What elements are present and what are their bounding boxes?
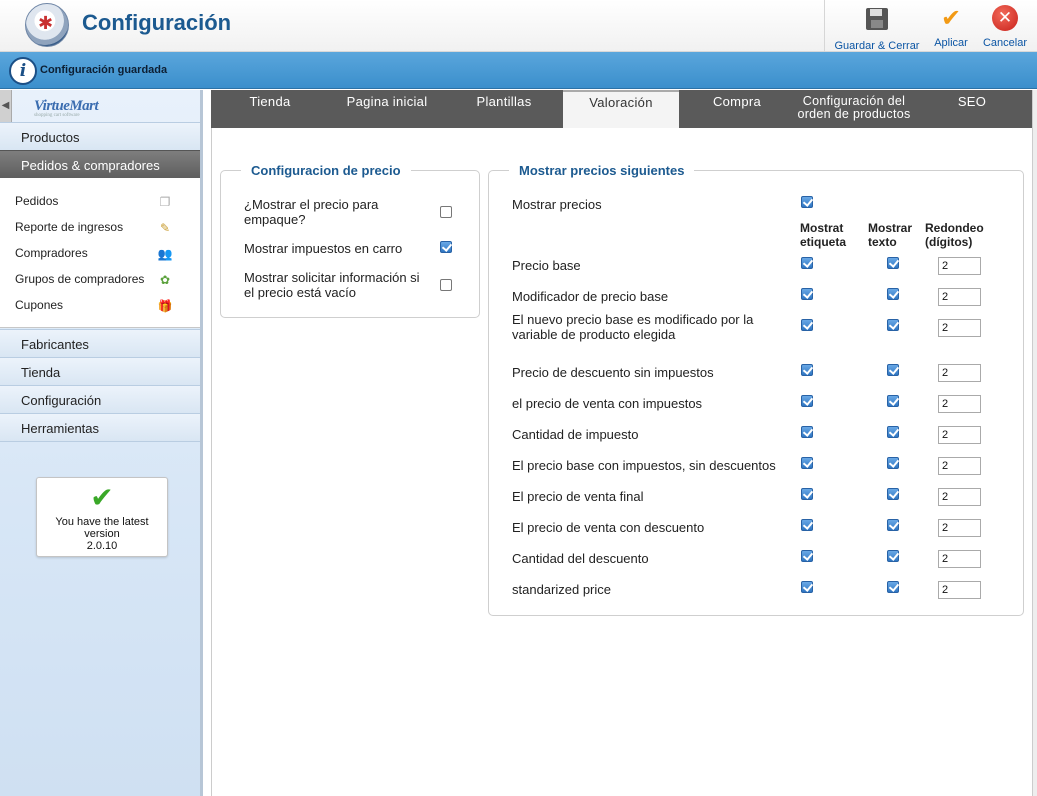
sidebar-item-label: Compradores — [15, 246, 88, 260]
virtuemart-logo-text: VirtueMart — [34, 98, 99, 114]
users-icon: 👥 — [157, 247, 173, 261]
rounding-digits-input[interactable] — [938, 519, 981, 537]
tab-configuracion-orden-productos[interactable]: Configuración del orden de productos — [797, 94, 911, 121]
show-text-checkbox[interactable] — [887, 257, 899, 269]
price-row-label: El precio base con impuestos, sin descuentos — [512, 458, 776, 473]
pencil-note-icon: ✎ — [159, 221, 171, 235]
show-text-checkbox[interactable] — [887, 288, 899, 300]
sidebar-section-configuracion[interactable]: Configuración — [0, 385, 200, 413]
show-prices-checkbox[interactable] — [801, 196, 813, 208]
config-tabs — [211, 90, 1032, 128]
rounding-digits-input[interactable] — [938, 457, 981, 475]
sidebar-item-label: Cupones — [15, 298, 64, 312]
price-row-label: El nuevo precio base es modificado por la variable de producto elegida — [512, 312, 754, 342]
virtuemart-logo — [34, 98, 98, 118]
show-label-checkbox[interactable] — [801, 457, 813, 469]
save-close-label: Guardar & Cerrar — [834, 40, 920, 52]
show-prices-label: Mostrar precios — [512, 197, 602, 212]
gift-icon: 🎁 — [157, 299, 173, 313]
sidebar-section-pedidos-compradores[interactable]: Pedidos & compradores — [0, 150, 200, 178]
sidebar-item-cupones[interactable] — [15, 298, 185, 318]
packaging-price-checkbox[interactable] — [440, 206, 452, 218]
rounding-digits-input[interactable] — [938, 257, 981, 275]
show-label-checkbox[interactable] — [801, 319, 813, 331]
packaging-price-label: ¿Mostrar el precio para empaque? — [244, 197, 379, 227]
show-label-checkbox[interactable] — [801, 364, 813, 376]
rounding-digits-input[interactable] — [938, 550, 981, 568]
show-text-checkbox[interactable] — [887, 550, 899, 562]
cancel-button[interactable] — [973, 0, 1037, 52]
rounding-digits-input[interactable] — [938, 319, 981, 337]
tab-valoracion[interactable]: Valoración — [563, 90, 679, 128]
price-row-label: Cantidad del descuento — [512, 551, 649, 566]
tab-compra[interactable]: Compra — [712, 94, 762, 109]
show-text-checkbox[interactable] — [887, 319, 899, 331]
show-prices-fieldset — [488, 163, 1024, 616]
column-header-show-label: Mostrat etiqueta — [800, 221, 847, 249]
show-label-checkbox[interactable] — [801, 257, 813, 269]
sidebar — [0, 90, 203, 796]
rounding-digits-input[interactable] — [938, 488, 981, 506]
sidebar-submenu — [0, 178, 200, 328]
show-text-checkbox[interactable] — [887, 581, 899, 593]
tab-pagina-inicial[interactable]: Pagina inicial — [346, 94, 428, 109]
scroll-edge — [1032, 90, 1037, 796]
floppy-disk-icon — [863, 8, 891, 36]
version-line-1: You have the latest — [55, 516, 149, 528]
rounding-digits-input[interactable] — [938, 581, 981, 599]
show-text-checkbox[interactable] — [887, 364, 899, 376]
rounding-digits-input[interactable] — [938, 288, 981, 306]
rounding-digits-input[interactable] — [938, 426, 981, 444]
joomla-logo-icon: ✱ — [25, 3, 69, 47]
show-text-checkbox[interactable] — [887, 426, 899, 438]
green-check-icon: ✔ — [90, 482, 114, 513]
price-row-label: El precio de venta final — [512, 489, 644, 504]
pages-icon: ❐ — [159, 195, 171, 209]
sidebar-item-label: Grupos de compradores — [15, 272, 145, 286]
show-label-checkbox[interactable] — [801, 288, 813, 300]
system-message-text: Configuración guardada — [40, 64, 168, 76]
price-row-label: Precio de descuento sin impuestos — [512, 365, 714, 380]
checkmark-icon: ✔ — [940, 5, 962, 32]
rounding-digits-input[interactable] — [938, 395, 981, 413]
price-row-label: Cantidad de impuesto — [512, 427, 639, 442]
show-tax-cart-label: Mostrar impuestos en carro — [244, 241, 403, 256]
apply-label: Aplicar — [934, 37, 968, 49]
show-prices-legend: Mostrar precios siguientes — [509, 163, 694, 178]
apply-button[interactable] — [929, 0, 973, 52]
sidebar-item-grupos-compradores[interactable] — [15, 272, 185, 292]
show-label-checkbox[interactable] — [801, 581, 813, 593]
sidebar-item-label: Pedidos — [15, 194, 59, 208]
price-config-legend: Configuracion de precio — [241, 163, 411, 178]
column-header-rounding: Redondeo (dígitos) — [925, 221, 984, 249]
tab-plantillas[interactable]: Plantillas — [476, 94, 532, 109]
system-message-bar — [0, 52, 1037, 89]
sidebar-section-tienda[interactable]: Tienda — [0, 357, 200, 385]
ask-price-info-label: Mostrar solicitar información si el precio está vacío — [244, 270, 420, 300]
sidebar-item-reporte-ingresos[interactable] — [15, 220, 185, 240]
price-config-fieldset — [220, 163, 480, 318]
show-text-checkbox[interactable] — [887, 488, 899, 500]
price-row-label: standarized price — [512, 582, 611, 597]
sidebar-item-compradores[interactable] — [15, 246, 185, 266]
sidebar-item-label: Reporte de ingresos — [15, 220, 124, 234]
show-label-checkbox[interactable] — [801, 395, 813, 407]
sidebar-section-fabricantes[interactable]: Fabricantes — [0, 329, 200, 357]
save-close-button[interactable] — [825, 0, 929, 52]
show-label-checkbox[interactable] — [801, 488, 813, 500]
cancel-label: Cancelar — [982, 37, 1028, 49]
show-label-checkbox[interactable] — [801, 519, 813, 531]
collapse-sidebar-button[interactable]: ◀ — [0, 90, 12, 122]
column-header-show-text: Mostrar texto — [868, 221, 913, 249]
virtuemart-logo-tagline: shopping cart software — [34, 113, 80, 118]
toolbar — [824, 0, 1037, 52]
price-row-label: Modificador de precio base — [512, 289, 669, 304]
version-status-box — [36, 477, 168, 557]
show-text-checkbox[interactable] — [887, 395, 899, 407]
group-icon: ✿ — [159, 273, 171, 287]
header-bar — [0, 0, 1037, 52]
show-text-checkbox[interactable] — [887, 457, 899, 469]
page-title: Configuración — [82, 10, 232, 35]
close-icon: ✕ — [991, 5, 1019, 33]
price-row-label: El precio de venta con descuento — [512, 520, 705, 535]
price-row-label: Precio base — [512, 258, 581, 273]
tab-seo[interactable]: SEO — [957, 94, 987, 109]
show-tax-cart-checkbox[interactable] — [440, 241, 452, 253]
tab-tienda[interactable]: Tienda — [249, 94, 291, 109]
version-number: 2.0.10 — [86, 540, 118, 552]
sidebar-section-herramientas[interactable]: Herramientas — [0, 413, 200, 442]
show-label-checkbox[interactable] — [801, 550, 813, 562]
show-label-checkbox[interactable] — [801, 426, 813, 438]
info-icon: i — [9, 57, 37, 85]
show-text-checkbox[interactable] — [887, 519, 899, 531]
ask-price-info-checkbox[interactable] — [440, 279, 452, 291]
sidebar-section-productos[interactable]: Productos — [0, 122, 200, 150]
version-line-2: version — [84, 528, 120, 540]
price-row-label: el precio de venta con impuestos — [512, 396, 703, 411]
sidebar-item-pedidos[interactable] — [15, 194, 185, 214]
rounding-digits-input[interactable] — [938, 364, 981, 382]
